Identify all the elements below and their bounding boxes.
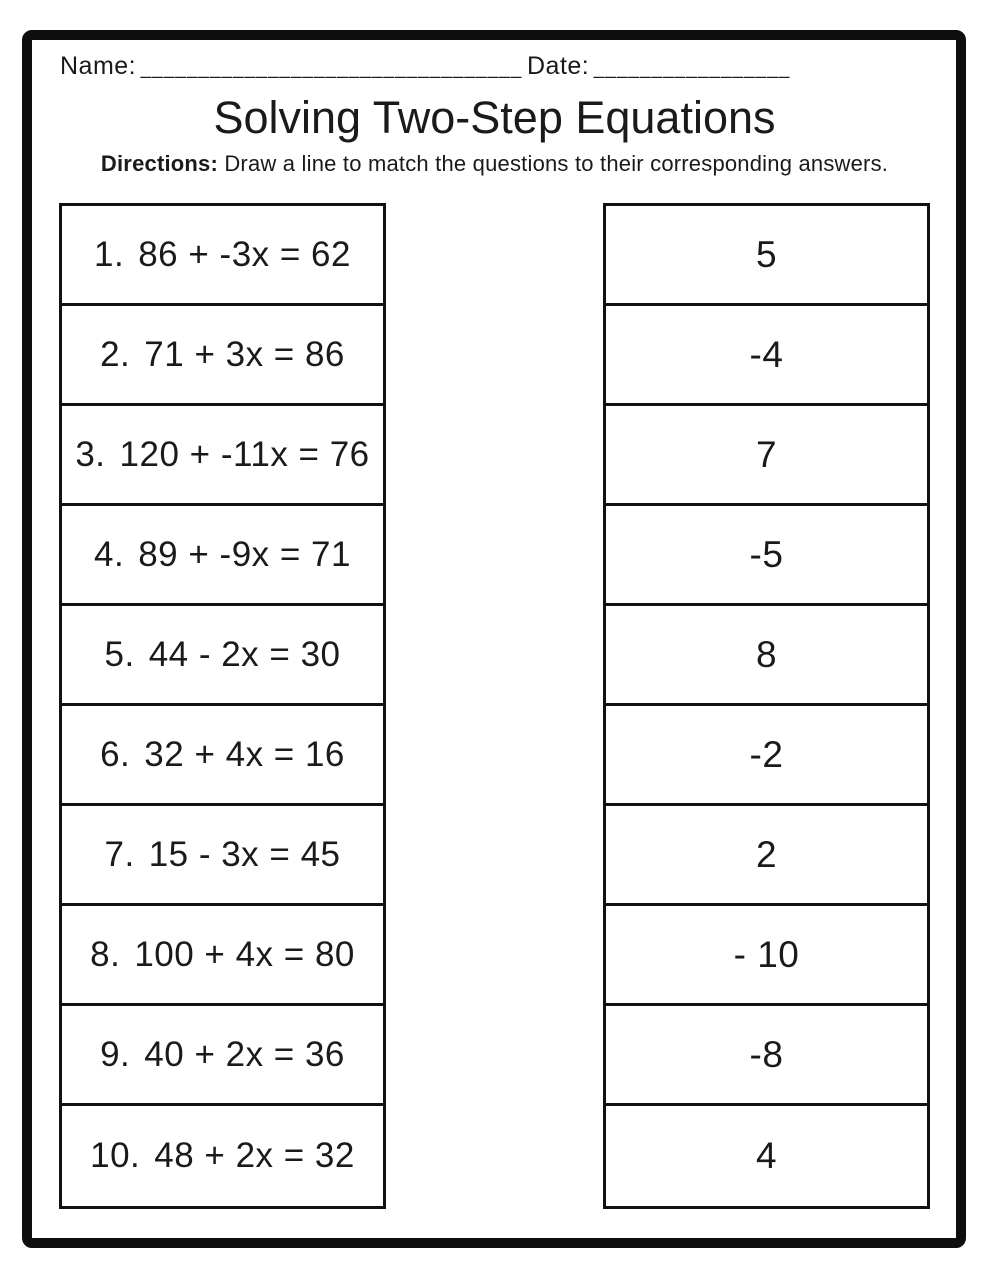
question-equation: 32 + 4x = 16: [144, 734, 345, 774]
answer-row-9: [606, 1006, 927, 1106]
question-number: 3.: [75, 434, 106, 474]
question-number: 8.: [90, 934, 121, 974]
directions: [0, 151, 989, 177]
answer-value: 8: [755, 633, 778, 675]
question-row-5: [62, 606, 383, 706]
question-equation: 40 + 2x = 36: [144, 1034, 345, 1074]
answer-row-4: [606, 506, 927, 606]
name-field: [60, 52, 522, 81]
question-number: 9.: [100, 1034, 131, 1074]
date-label: Date:: [527, 52, 590, 80]
question-equation: 71 + 3x = 86: [144, 334, 345, 374]
question-equation: 86 + -3x = 62: [138, 234, 351, 274]
answer-value: -5: [749, 533, 784, 575]
question-row-2: [62, 306, 383, 406]
answer-value: -8: [749, 1033, 784, 1075]
question-row-6: [62, 706, 383, 806]
question-row-8: [62, 906, 383, 1006]
question-number: 1.: [94, 234, 125, 274]
question-equation: 89 + -9x = 71: [138, 534, 351, 574]
question-number: 5.: [104, 634, 135, 674]
answer-row-3: [606, 406, 927, 506]
answer-row-7: [606, 806, 927, 906]
answer-value: 4: [755, 1135, 778, 1176]
name-label: Name:: [60, 52, 137, 80]
date-field: [527, 52, 790, 81]
question-equation: 44 - 2x = 30: [148, 634, 341, 674]
question-number: 4.: [94, 534, 125, 574]
question-number: 10.: [90, 1136, 141, 1175]
answer-row-6: [606, 706, 927, 806]
question-equation: 120 + -11x = 76: [119, 434, 370, 474]
question-row-9: [62, 1006, 383, 1106]
answer-row-10: [606, 1106, 927, 1206]
question-row-1: [62, 206, 383, 306]
answer-value: -2: [749, 733, 784, 775]
question-number: 7.: [104, 834, 135, 874]
question-row-7: [62, 806, 383, 906]
question-row-3: [62, 406, 383, 506]
question-number: 6.: [100, 734, 131, 774]
answer-row-8: [606, 906, 927, 1006]
question-equation: 15 - 3x = 45: [148, 834, 341, 874]
answer-row-1: [606, 206, 927, 306]
answer-row-5: [606, 606, 927, 706]
directions-label: Directions:: [100, 151, 219, 176]
answer-value: 7: [755, 433, 778, 475]
page-title: Solving Two-Step Equations: [213, 92, 776, 143]
answer-value: 5: [755, 233, 778, 275]
questions-column: [59, 203, 386, 1209]
answer-row-2: [606, 306, 927, 406]
question-equation: 100 + 4x = 80: [134, 934, 355, 974]
answer-value: -4: [749, 333, 784, 375]
question-equation: 48 + 2x = 32: [154, 1136, 355, 1175]
question-row-4: [62, 506, 383, 606]
answer-value: 2: [755, 833, 778, 875]
question-row-10: [62, 1106, 383, 1206]
answers-column: [603, 203, 930, 1209]
question-number: 2.: [100, 334, 131, 374]
answer-value: - 10: [733, 933, 800, 975]
directions-text: Draw a line to match the questions to their corresponding answers.: [224, 151, 889, 176]
name-blank-line: _________________________________: [140, 58, 523, 79]
date-blank-line: _________________: [593, 58, 791, 79]
